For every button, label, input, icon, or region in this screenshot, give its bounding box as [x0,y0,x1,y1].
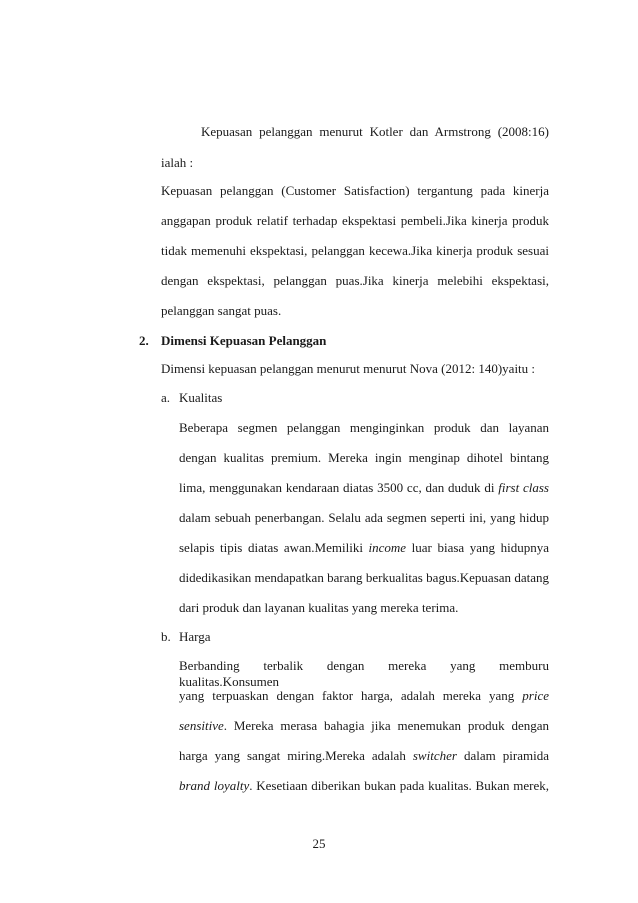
text-run: didedikasikan mendapatkan barang berkualitas bagus.Kepuasan datang [179,570,549,585]
italic-term: income [368,540,407,555]
text-run: luar biasa yang hidupnya [406,540,550,555]
section-heading: Dimensi Kepuasan Pelanggan [161,333,327,348]
text-run: dari produk dan layanan kualitas yang mereka terima. [179,600,459,615]
definition-line: anggapan produk relatif terhadap ekspektasi pembeli.Jika kinerja produk [161,213,549,228]
definition-line: Kepuasan pelanggan (Customer Satisfaction) tergantung pada kinerja [161,183,549,198]
text-run: dalam piramida [456,748,549,763]
italic-term: switcher [412,748,457,763]
definition-line: dengan ekspektasi, pelanggan puas.Jika kinerja melebihi ekspektasi, [161,273,549,288]
item-a-title: Kualitas [179,390,223,405]
page-number: 25 [312,836,326,851]
italic-term: first class [498,480,549,495]
section-intro: Dimensi kepuasan pelanggan menurut menurut Nova (2012: 140)yaitu : [161,361,536,376]
paragraph-line [179,450,549,466]
text-run: . Kesetiaan diberikan bukan pada kualitas. Bukan merek, [249,778,550,793]
paragraph-line [179,778,549,794]
text-run: lima, menggunakan kendaraan diatas 3500 cc, dan duduk di [179,480,499,495]
text-run: Beberapa segmen pelanggan menginginkan produk dan layanan [179,420,549,435]
definition-line: tidak memenuhi ekspektasi, pelanggan kecewa.Jika kinerja produk sesuai [161,243,549,258]
paragraph-line [179,748,549,764]
paragraph-line [179,540,549,556]
paragraph-line [179,570,549,586]
paragraph-line [179,658,549,690]
section-number: 2. [139,333,149,348]
text-run: selapis tipis diatas awan.Memiliki [179,540,369,555]
paragraph-line [179,718,549,734]
paragraph-line [179,600,458,616]
italic-term: sensitive [179,718,224,733]
intro-first-line: Kepuasan pelanggan menurut Kotler dan Armstrong (2008:16) [201,124,549,139]
text-run: harga yang sangat miring.Mereka adalah [179,748,413,763]
paragraph-line [179,480,549,496]
item-a-marker: a. [161,390,171,405]
italic-term: price [522,688,549,703]
paragraph-line [179,688,549,704]
text-run: yang terpuaskan dengan faktor harga, adalah mereka yang [179,688,523,703]
text-run: Berbanding terbalik dengan mereka yang memburu kualitas.Konsumen [179,658,549,689]
item-b-title: Harga [179,629,211,644]
text-run: dengan kualitas premium. Mereka ingin menginap dihotel bintang [179,450,549,465]
paragraph-line [179,510,549,526]
text-run: . Mereka merasa bahagia jika menemukan produk dengan [223,718,549,733]
intro-second-line: ialah : [161,155,194,170]
paragraph-line [179,420,549,436]
definition-line: pelanggan sangat puas. [161,303,282,318]
italic-term: brand loyalty [179,778,250,793]
item-b-marker: b. [161,629,171,644]
text-run: dalam sebuah penerbangan. Selalu ada segmen seperti ini, yang hidup [179,510,549,525]
